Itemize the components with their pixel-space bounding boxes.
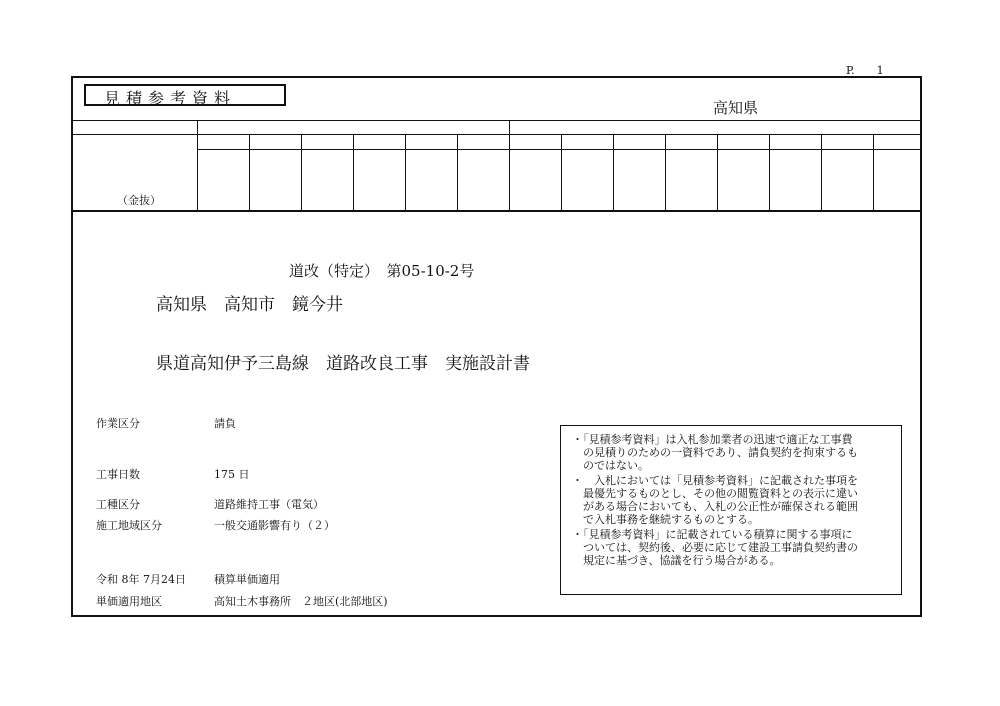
note-line: のではない。 <box>572 459 649 472</box>
project-name: 県道高知伊予三島線 道路改良工事 実施設計書 <box>156 354 530 374</box>
detail-value: 請負 <box>214 417 236 430</box>
detail-value: 一般交通影響有り（２） <box>214 519 335 532</box>
note-line: ・「見積参考資料」は入札参加業者の迅速で適正な工事費 <box>572 433 853 446</box>
detail-label: 単価適用地区 <box>96 595 162 608</box>
detail-value: 高知土木事務所 ２地区(北部地区) <box>214 595 388 608</box>
note-line: で入札事務を継続するものとする。 <box>572 513 759 526</box>
detail-value: 積算単価適用 <box>214 573 280 586</box>
detail-label: 施工地域区分 <box>96 519 162 532</box>
detail-label: 工事日数 <box>96 468 140 481</box>
note-line: 規定に基づき、協議を行う場合がある。 <box>572 554 781 567</box>
detail-value: 175 日 <box>214 468 250 481</box>
note-line: ついては、契約後、必要に応じて建設工事請負契約書の <box>572 541 858 554</box>
detail-value: 道路維持工事（電気） <box>214 498 324 511</box>
note-line: 最優先するものとし、その他の閲覧資料との表示に違い <box>572 487 858 500</box>
project-code: 道改（特定） 第05-10-2号 <box>289 262 475 280</box>
note-line: の見積りのための一資料であり、請負契約を拘束するも <box>572 446 858 459</box>
page-number: P. 1 <box>846 64 884 77</box>
prefecture-label: 高知県 <box>713 99 759 117</box>
note-line: ・「見積参考資料」に記載されている積算に関する事項に <box>572 528 853 541</box>
detail-label: 作業区分 <box>96 417 140 430</box>
detail-label: 工種区分 <box>96 498 140 511</box>
detail-label: 令和 8年 7月24日 <box>96 573 186 586</box>
note-line: がある場合においても、入札の公正性が確保される範囲 <box>572 500 858 513</box>
project-location: 高知県 高知市 鏡今井 <box>156 295 343 315</box>
document-title: 見積参考資料 <box>104 89 237 108</box>
tax-excluded-note: （金抜） <box>117 194 161 207</box>
note-line: ・ 入札においては「見積参考資料」に記載された事項を <box>572 474 858 487</box>
